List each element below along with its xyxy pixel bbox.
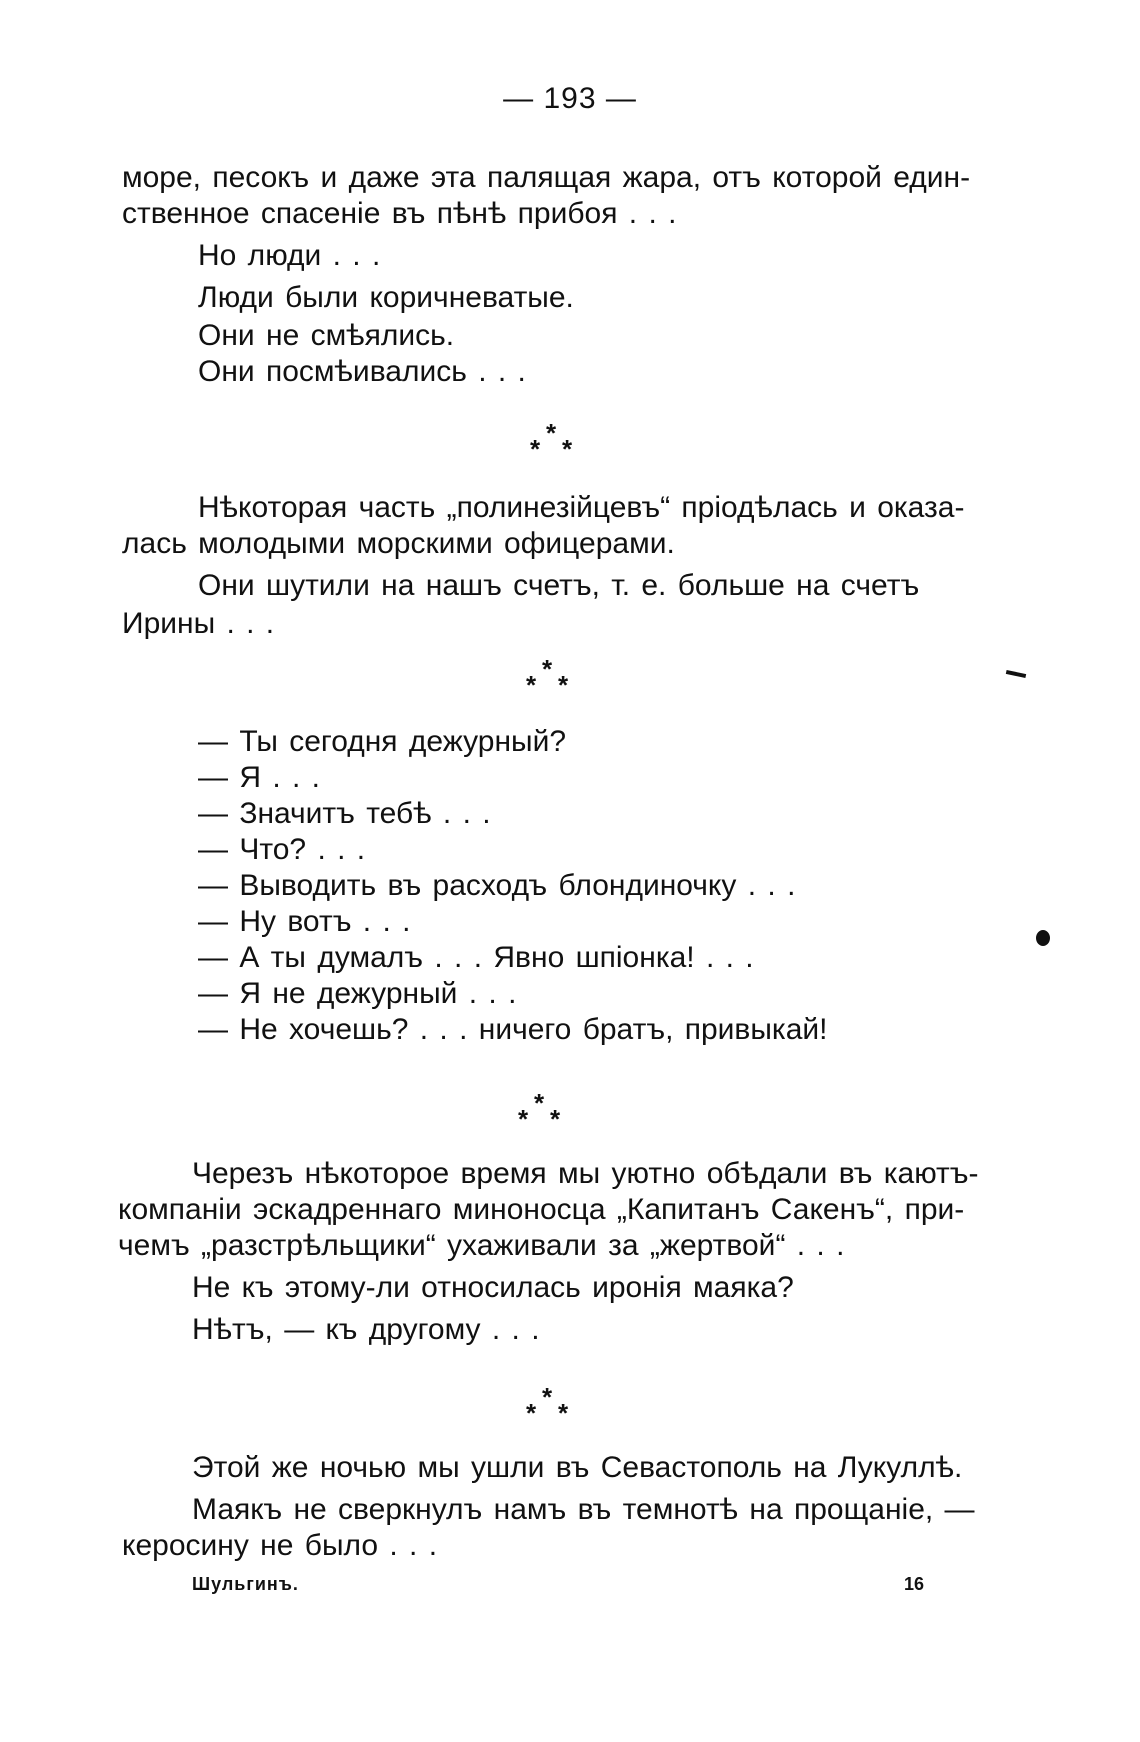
paragraph-line: Этой же ночью мы ушли въ Севастополь на Лукуллѣ.	[192, 1451, 963, 1484]
paragraph-line: Маякъ не сверкнулъ намъ въ темнотѣ на прощаніе, —	[192, 1493, 975, 1526]
footer-signature-number: 16	[904, 1574, 925, 1594]
paragraph-line: компаніи эскадреннаго миноносца „Капитанъ Сакенъ“, при-	[118, 1193, 965, 1226]
separator-star: *	[530, 434, 541, 464]
paragraph-line: Люди были коричневатые.	[198, 281, 574, 314]
paragraph-line: море, песокъ и даже эта палящая жара, отъ которой един-	[122, 161, 971, 194]
paragraph-line: Черезъ нѣкоторое время мы уютно обѣдали въ каютъ-	[192, 1157, 979, 1190]
dialogue-line: — Значитъ тебѣ . . .	[198, 797, 491, 830]
dialogue-line: — Ну вотъ . . .	[198, 905, 411, 938]
ink-blot	[1036, 930, 1050, 946]
paragraph-line: Но люди . . .	[198, 239, 381, 272]
separator-star: *	[550, 1104, 561, 1134]
separator-star: *	[518, 1104, 529, 1134]
dialogue-line: — Что? . . .	[198, 833, 366, 866]
separator-star: *	[526, 1398, 537, 1428]
ink-mark	[1006, 670, 1026, 678]
section-separator	[516, 1090, 636, 1140]
separator-star: *	[542, 1382, 553, 1412]
separator-star: *	[526, 670, 537, 700]
footer-author: Шульгинъ.	[192, 1574, 299, 1594]
paragraph-line: Ирины . . .	[122, 607, 275, 640]
paragraph-line: чемъ „разстрѣльщики“ ухаживали за „жертвой“ . . .	[118, 1229, 845, 1262]
section-separator	[524, 1384, 644, 1434]
separator-star: *	[534, 1088, 545, 1118]
section-separator	[528, 420, 648, 470]
separator-star: *	[542, 654, 553, 684]
separator-star: *	[546, 418, 557, 448]
separator-star: *	[558, 1398, 569, 1428]
paragraph-line: Они шутили на нашъ счетъ, т. е. больше на счетъ	[198, 569, 920, 602]
paragraph-line: ственное спасеніе въ пѣнѣ прибоя . . .	[122, 197, 677, 230]
dialogue-line: — Я . . .	[198, 761, 321, 794]
paragraph-line: керосину не было . . .	[122, 1529, 438, 1562]
paragraph-line: Они не смѣялись.	[198, 319, 455, 352]
dialogue-line: — Ты сегодня дежурный?	[198, 725, 567, 758]
dialogue-line: — А ты думалъ . . . Явно шпіонка! . . .	[198, 941, 754, 974]
paragraph-line: Не къ этому-ли относилась иронія маяка?	[192, 1271, 794, 1304]
dialogue-line: — Я не дежурный . . .	[198, 977, 517, 1010]
section-separator	[524, 656, 644, 706]
page-number: — 193 —	[503, 82, 637, 115]
paragraph-line: Нѣтъ, — къ другому . . .	[192, 1313, 540, 1346]
dialogue-line: — Выводить въ расходъ блондиночку . . .	[198, 869, 796, 902]
separator-star: *	[562, 434, 573, 464]
separator-star: *	[558, 670, 569, 700]
paragraph-line: Они посмѣивались . . .	[198, 355, 526, 388]
paragraph-line: лась молодыми морскими офицерами.	[122, 527, 675, 560]
paragraph-line: Нѣкоторая часть „полинезійцевъ“ пріодѣлась и оказа-	[198, 491, 965, 524]
dialogue-line: — Не хочешь? . . . ничего братъ, привыкай!	[198, 1013, 828, 1046]
